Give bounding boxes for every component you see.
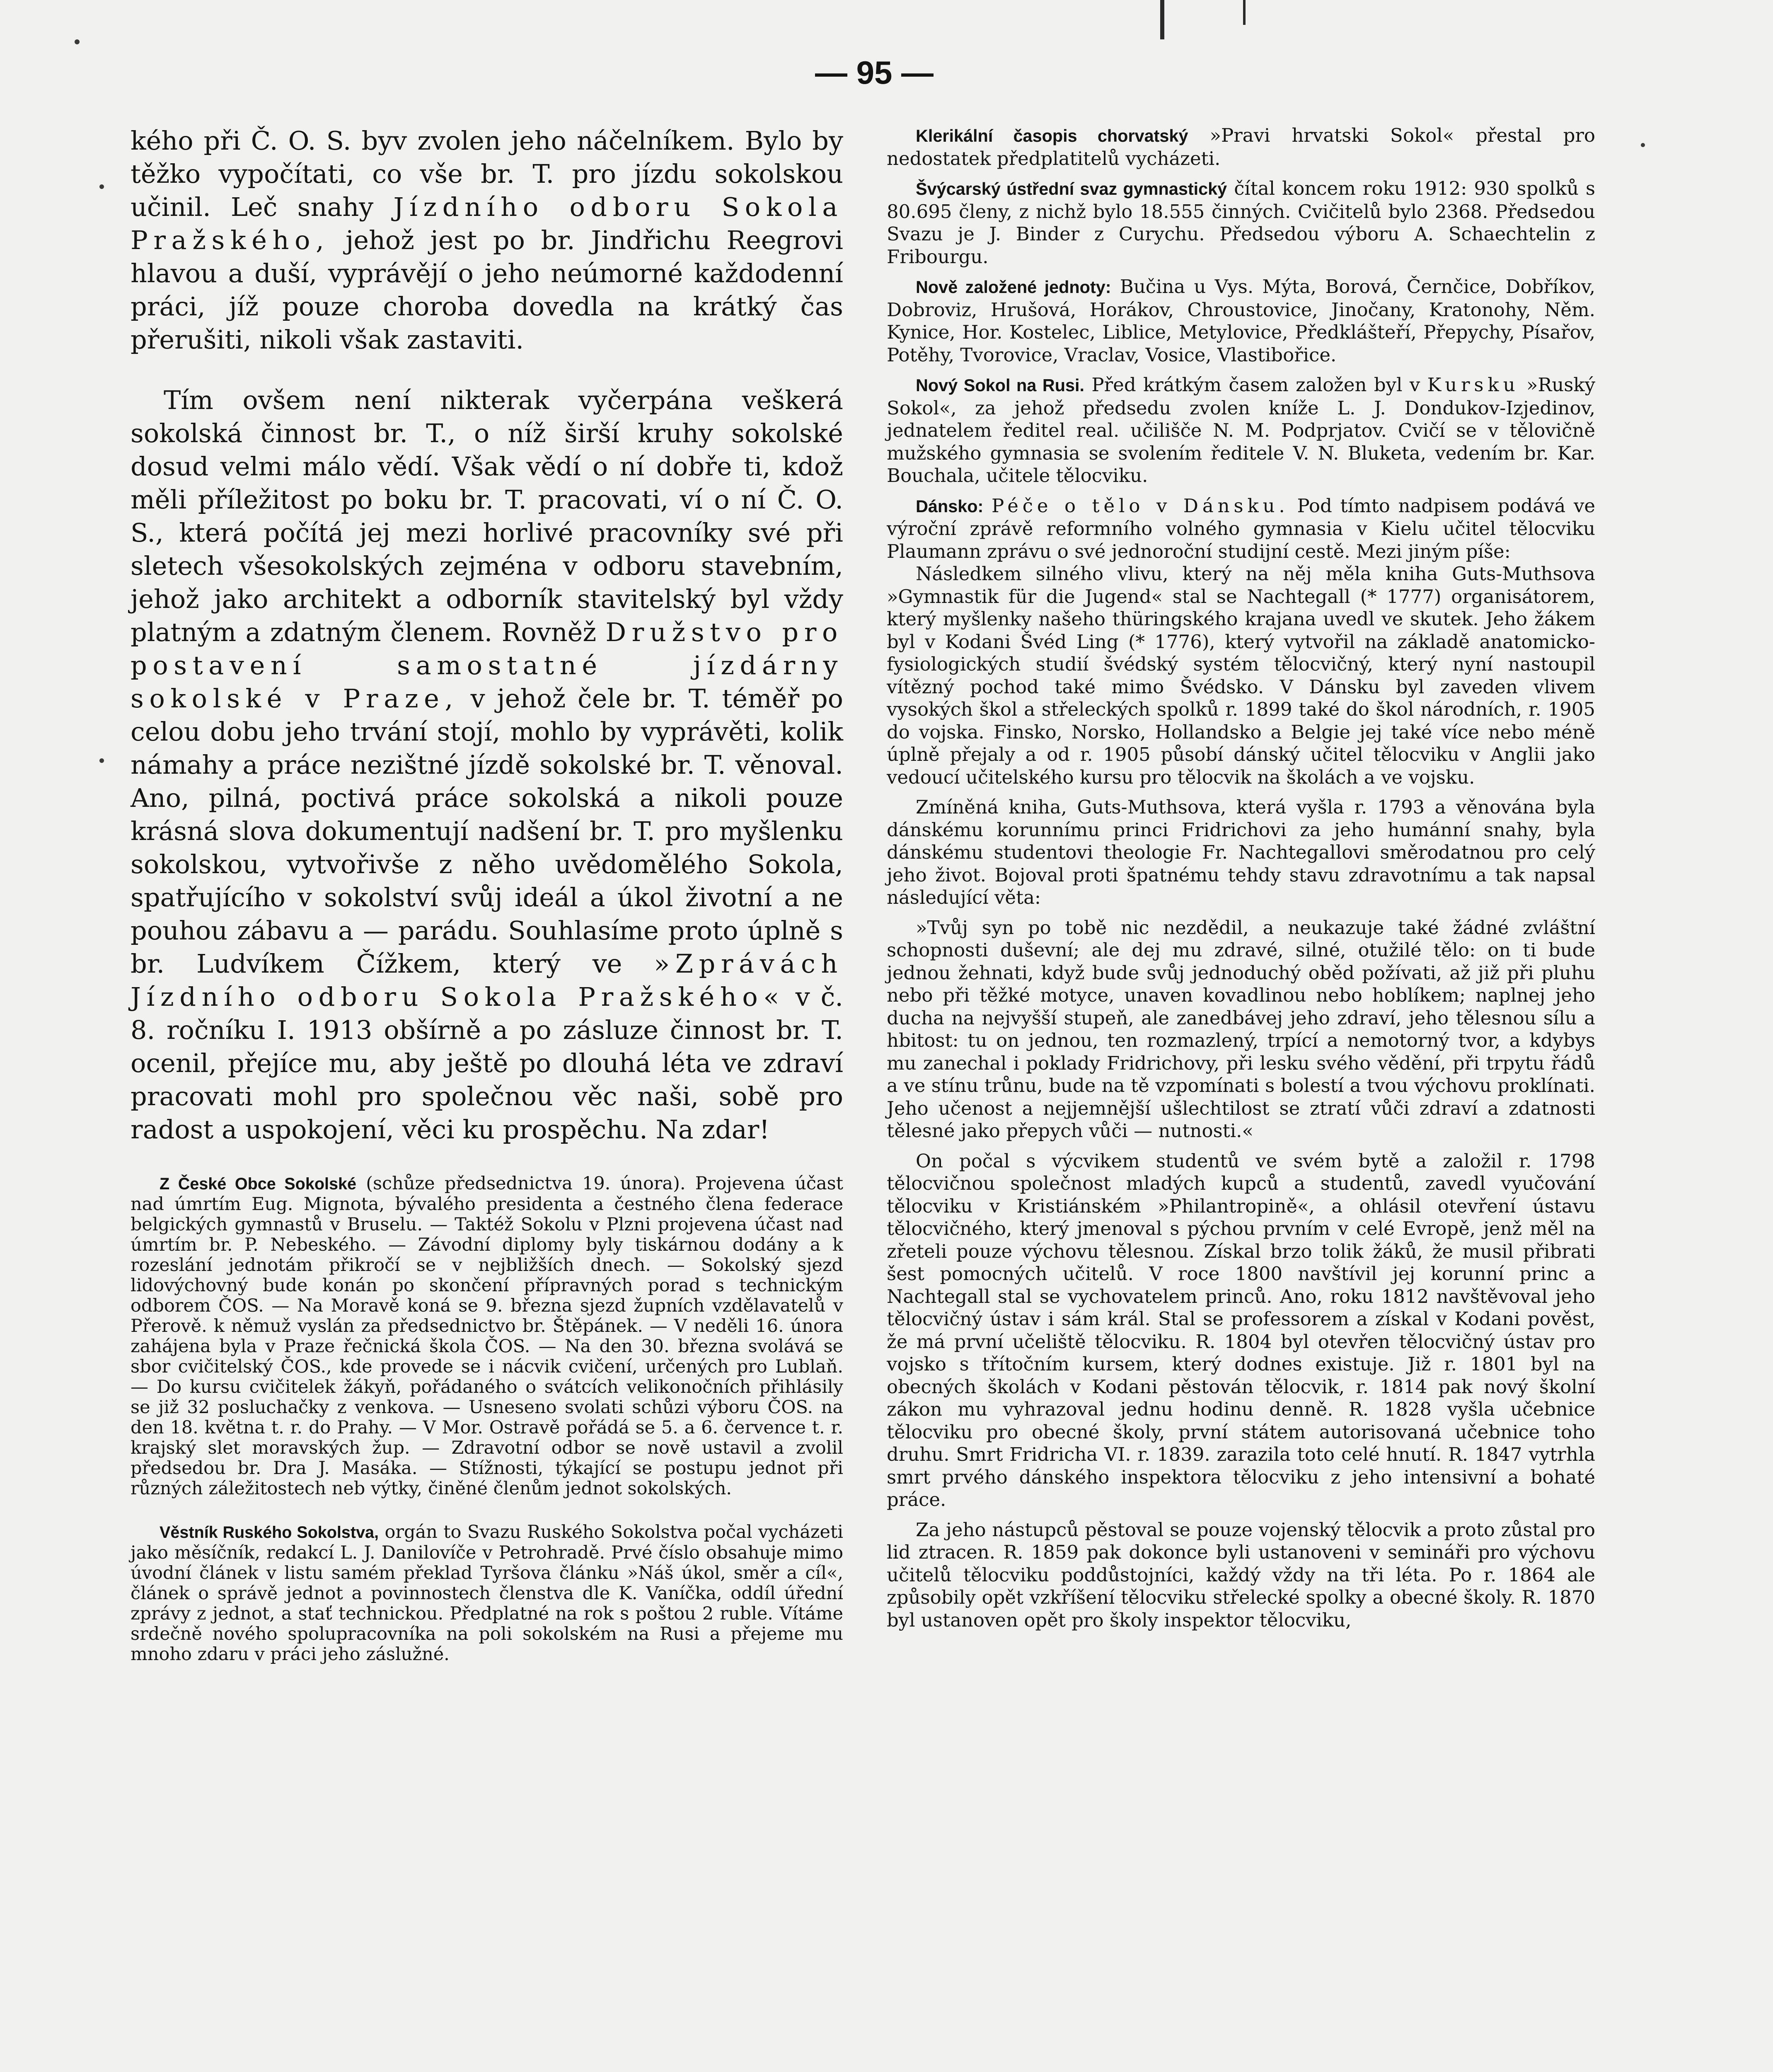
spaced-emphasis: Kursku bbox=[1427, 374, 1519, 396]
paragraph: Zmíněná kniha, Guts-Muthsova, která vyšla r. 1793 a věnována byla dánskému korunnímu princi Fridrichovi za jeho humánní snahy, byla dánskému studentovi theologie Fr. Nachtegallovi směrodatnou pro celý jeho život. Bojoval proti špatnému tehdy stavu zdravotnímu a tak napsal následující věta: bbox=[887, 796, 1595, 908]
scan-artifact bbox=[1160, 0, 1164, 39]
spaced-emphasis: »Zprávách Jízdního odboru Sokola Pražského« bbox=[131, 949, 843, 1012]
paragraph: kého při Č. O. S. byv zvolen jeho náčelníkem. Bylo by těžko vypočítati, co vše br. T. pro jízdu sokolskou učinil. Leč snahy Jízdního odboru Sokola Pražského, jehož jest po br. Jindřichu Reegrovi hlavou a duší, vyprávějí o jeho neúmorné každodenní práci, jíž pouze choroba dovedla na krátký čas přerušiti, nikoli však zastaviti. bbox=[131, 126, 843, 355]
page-number: — 95 — bbox=[815, 54, 934, 91]
news-item-novy-sokol: Nový Sokol na Rusi. Před krátkým časem založen byl v Kursku »Ruský Sokol«, za jehož předsedu zvolen kníže L. J. Dondukov-Izjedinov, jednatelem ředitel real. učilišče N. M. Podprjatov. Cvičí se v tělovičně mužského gymnasia se svolením ředitele V. N. Bluketa, vedením br. Kar. Bouchala, učitele tělocviku. bbox=[887, 374, 1595, 487]
news-heading: Z České Obce Sokolské bbox=[160, 1175, 356, 1193]
paragraph: Za jeho nástupců pěstoval se pouze vojenský tělocvik a proto zůstal pro lid ztracen. R. 1859 pak dokonce byli ustanoveni v semináři pro výchovu učitelů tělocviku poddůstojníci, každý vždy na tři léta. Po r. 1864 ale způsobily opět vzkříšení tělocviku střelecké spolky a obecné školy. R. 1870 byl ustanoven opět pro školy inspektor tělocviku, bbox=[887, 1518, 1595, 1631]
paragraph: On počal s výcvikem studentů ve svém bytě a založil r. 1798 tělocvičnou společnost mladých kupců a studentů, zavedl vyučování tělocviku v Kristiánském »Philantropině«, a ohlásil otevření ústavu tělocvičného, který jmenoval s pýchou prvním v celé Evropě, jenž měl na zřeteli pouze výchovu tělesnou. Získal brzo tolik žáků, že musil přibrati šest pomocných učitelů. V roce 1800 navštívil jej korunní princ a Nachtegall stal se vychovatelem princů. Ano, roku 1812 navštěvoval jeho tělocvičný ústav i sám král. Stal se professorem a získal v Kodani pověst, že má první učeliště tělocviku. R. 1804 byl otevřen tělocvičný ústav pro vojsko s třítočním kursem, který dodnes existuje. Již r. 1801 byl na obecných školách v Kodani pěstován tělocvik, r. 1814 pak nový školní zákon mu vyhrazoval jednu hodinu denně. R. 1828 vyšla učebnice tělocviku pro obecné školy, první státem autorisovaná učebnice toho druhu. Smrt Fridricha VI. r. 1839. zarazila toto celé hnutí. R. 1847 vytrhla smrt prvého dánského inspektora tělocviku z jeho intensivní a bohaté práce. bbox=[887, 1150, 1595, 1510]
news-heading: Klerikální časopis chorvatský bbox=[916, 126, 1188, 145]
news-heading: Švýcarský ústřední svaz gymnastický bbox=[916, 179, 1227, 198]
right-column bbox=[887, 124, 1595, 1631]
scan-speck bbox=[99, 758, 104, 763]
spaced-emphasis: Jízdního odboru Sokola Pražského, bbox=[131, 192, 843, 255]
quotation: »Tvůj syn po tobě nic nezdědil, a neukazuje také žádné zvláštní schopnosti duševní; ale dej mu zdravé, silné, otužilé tělo: on ti bude jednou žehnati, když bude svůj jednoduchý oběd požívati, až již při pluhu nebo při těžké motyce, unaven kovadlinou nebo hoblíkem; naplnej jeho ducha na nejvyšší stupeň, ale zanedbávej jeho zdraví, jeho tělesnou sílu a hbitost: tu on jednou, ten rozmazlený, trpící a nemotorný tvor, a kdybys mu zanechal i poklady Fridrichovy, při lesku svého vědění, při trpytu řádů a ve stínu trůnu, bude na tě vzpomínati s bolestí a tvou výchovu proklínati. Jeho učenost a nejjemnější ušlechtilost se ztratí vůči zdraví a zdatnosti tělesné jako přepych vůči — nutnosti.« bbox=[887, 916, 1595, 1142]
scan-speck bbox=[99, 184, 104, 189]
news-item-nove-jednoty: Nově založené jednoty: Bučina u Vys. Mýta, Borová, Černčice, Dobříkov, Dobroviz, Hrušová, Horákov, Chroustovice, Jinočany, Kratonohy, Něm. Kynice, Hor. Kostelec, Liblice, Metylovice, Předklášteří, Přepychy, Písařov, Potěhy, Tvorovice, Vraclav, Vosice, Vlastibořice. bbox=[887, 276, 1595, 366]
news-heading: Dánsko: bbox=[916, 496, 984, 516]
news-item-vestnik: Věstník Ruského Sokolstva, orgán to Svazu Ruského Sokolstva počal vycházeti jako měsíčník, redakcí L. J. Danilovíče v Petrohradě. Prvé číslo obsahuje mimo úvodní článek v listu samém překlad Tyršova článku »Náš úkol, směr a cíl«, článek o správě jednot a povinnostech členstva dle K. Vaníčka, oddíl úřední zprávy z jednot, a stať technickou. Předplatné na rok s poštou 2 ruble. Vítáme srdečně nového spolupracovníka na poli sokolském na Rusi a přejeme mu mnoho zdaru v práci jeho záslužné. bbox=[131, 1522, 843, 1665]
scan-speck bbox=[75, 39, 80, 44]
news-item-svycarsky: Švýcarský ústřední svaz gymnastický čítal koncem roku 1912: 930 spolků s 80.695 členy, z nichž bylo 18.555 činných. Cvičitelů bylo 2368. Předsedou Svazu je J. Binder z Curychu. Předsedou výboru A. Schaechtelin z Fribourgu. bbox=[887, 177, 1596, 268]
spaced-emphasis: Družstvo pro postavení samostatné jízdárny sokolské v Praze, bbox=[131, 617, 843, 714]
news-heading: Nový Sokol na Rusi. bbox=[916, 376, 1085, 395]
news-items-left bbox=[131, 1174, 843, 1665]
spaced-emphasis: Péče o tělo v Dánsku. bbox=[992, 494, 1289, 517]
news-item-dansko: Dánsko: Péče o tělo v Dánsku. Pod tímto nadpisem podává ve výroční zprávě reformního volného gymnasia v Kielu učitel tělocviku Plaumann zprávu o své jednoroční studijní cestě. Mezi jiným píše: bbox=[887, 494, 1595, 562]
news-heading: Nově založené jednoty: bbox=[916, 278, 1111, 297]
paragraph: Následkem silného vlivu, který na něj měla kniha Guts-Muthsova »Gymnastik für die Jugend« stal se Nachtegall (* 1777) organisátorem, který myšlenky našeho thüringského krajana uvedl ve skutek. Jeho žákem byl v Kodani Švéd Ling (* 1776), který vytvořil na základě anatomicko-fysiologických studií švédský systém tělocvičný, který nyní nastoupil vítězný pochod také mimo Švédsko. V Dánsku byl zaveden vlivem vysokých škol a střeleckých spolků r. 1899 také do škol národních, r. 1905 do vojska. Finsko, Norsko, Hollandsko a Belgie jej také více nebo méně úplně přejaly a od r. 1905 působí dánský učitel tělocviku v Anglii jako vedoucí učitelského kursu pro tělocvik na školách a ve vojsku. bbox=[887, 563, 1595, 788]
scan-artifact bbox=[1243, 0, 1246, 25]
scan-speck bbox=[1641, 143, 1645, 147]
news-heading: Věstník Ruského Sokolstva, bbox=[160, 1523, 379, 1542]
left-column bbox=[131, 124, 843, 1665]
paragraph: Tím ovšem není nikterak vyčerpána veškerá sokolská činnost br. T., o níž širší kruhy sokolské dosud velmi málo vědí. Však vědí o ní dobře ti, kdož měli příležitost po boku br. T. pracovati, ví o ní Č. O. S., která počítá jej mezi horlivé pracovníky své při sletech všesokolských zejména v odboru stavebním, jehož jako architekt a odborník stavitelský byl vždy platným a zdatným členem. Rovněž Družstvo pro postavení samostatné jízdárny sokolské v Praze, v jehož čele br. T. téměř po celou dobu jeho trvání stojí, mohlo by vyprávěti, kolik námahy a práce nezištné jízdě sokolské br. T. věnoval. Ano, pilná, poctivá práce sokolská a nikoli pouze krásná slova dokumentují nadšení br. T. pro myšlenku sokolskou, vytvořivše z něho uvědomělého Sokola, spatřujícího v sokolství svůj ideál a úkol životní a ne pouhou zábavu a — parádu. Souhlasíme proto úplně s br. Ludvíkem Čížkem, který ve »Zprávách Jízdního odboru Sokola Pražského« v č. 8. ročníku I. 1913 obšírně a po zásluze činnost br. T. ocenil, přejíce mu, aby ještě po dlouhá léta ve zdraví pracovati mohl pro společnou věc naši, sobě pro radost a uspokojení, věci ku prospěchu. Na zdar! bbox=[131, 385, 844, 1145]
news-item-cos: Z České Obce Sokolské (schůze předsednictva 19. února). Projevena účast nad úmrtím Eug. Mignota, bývalého presidenta a čestného člena federace belgických gymnastů v Bruselu. — Taktéž Sokolu v Plzni projevena účast nad úmrtím br. P. Nebeského. — Závodní diplomy byly tiskárnou dodány a k rozeslání jednotám přikročí se v nejbližších dnech. — Sokolský sjezd lidovýchovný bude konán po skončení přípravných porad s technickým odborem ČOS. — Na Moravě koná se 9. března sjezd župních vzdělavatelů v Přerově. k němuž vyslán za předsednictvo br. Štěpánek. — V neděli 16. února zahájena byla v Praze řečnická škola ČOS. — Na den 30. března svolává se sbor cvičitelský ČOS., kde provede se i nácvik cvičení, určených pro Lublaň. — Do kursu cvičitelek žákyň, pořádaného o svátcích velikonočních přihlásily se již 32 posluchačky z venkova. — Usneseno svolati schůzi výboru ČOS. na den 18. května t. r. do Prahy. — V Mor. Ostravě pořádá se 5. a 6. července t. r. krajský slet moravských žup. — Zdravotní odbor se nově ustavil a zvolil předsedou br. Dra J. Masáka. — Stížnosti, týkající se postupu jednot při různých záležitostech neb výtky, činěné členům jednot sokolských. bbox=[131, 1173, 843, 1499]
news-item-klerikalni: Klerikální časopis chorvatský »Pravi hrvatski Sokol« přestal pro nedostatek předplatitelů vycházeti. bbox=[887, 124, 1595, 169]
main-article-continuation bbox=[131, 124, 843, 1146]
